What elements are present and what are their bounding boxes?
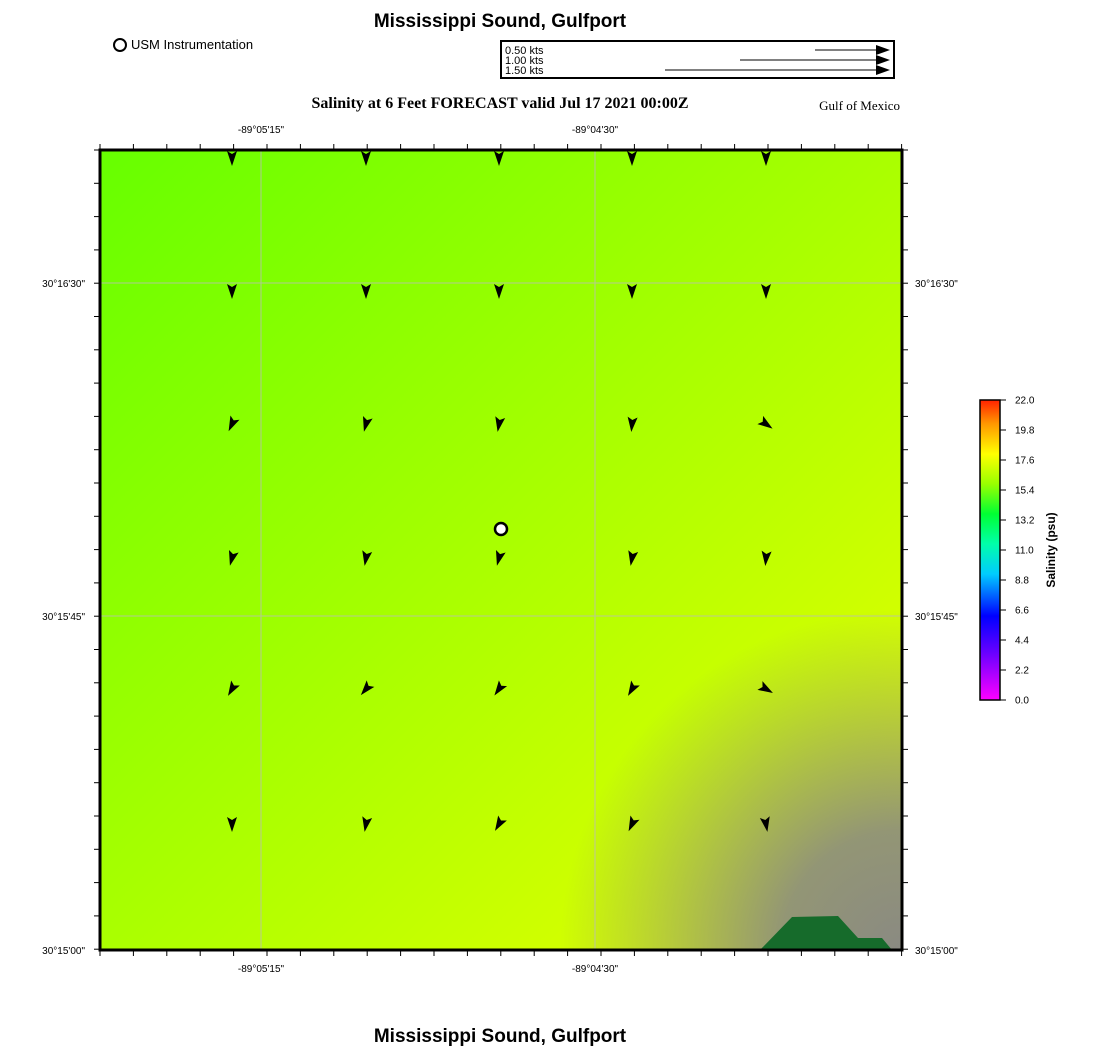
speed-legend-label: 1.00 kts xyxy=(505,55,544,67)
colorbar-tick-label: 13.2 xyxy=(1015,515,1035,527)
colorbar-tick-label: 15.4 xyxy=(1015,485,1035,497)
lon-top-label-2: -89°04'30" xyxy=(571,125,619,136)
map-title: Mississippi Sound, Gulfport xyxy=(373,11,627,32)
colorbar-tick-label: 11.0 xyxy=(1015,545,1034,557)
speed-legend-label: 1.50 kts xyxy=(505,65,544,77)
speed-legend-label: 0.50 kts xyxy=(505,45,544,57)
lat-left-label-3: 30°15'00" xyxy=(42,946,85,957)
usm-station-marker[interactable] xyxy=(495,523,507,535)
footer-title: Mississippi Sound, Gulfport xyxy=(373,1026,627,1047)
lat-right-label-2: 30°15'45" xyxy=(915,612,958,623)
colorbar-tick-label: 2.2 xyxy=(1015,665,1029,677)
colorbar-tick-label: 0.0 xyxy=(1015,695,1029,707)
region-label: Gulf of Mexico xyxy=(819,98,900,113)
forecast-subtitle: Salinity at 6 Feet FORECAST valid Jul 17 2021 00:00Z xyxy=(311,95,689,112)
lon-top-label-1: -89°05'15" xyxy=(237,125,285,136)
colorbar-tick-label: 8.8 xyxy=(1015,575,1029,587)
colorbar xyxy=(980,396,1058,707)
colorbar-tick-label: 17.6 xyxy=(1015,455,1035,467)
colorbar-label: Salinity (psu) xyxy=(1044,512,1058,588)
lat-right-label-1: 30°16'30" xyxy=(915,279,958,290)
lat-left-label-1: 30°16'30" xyxy=(42,279,85,290)
lat-left-label-2: 30°15'45" xyxy=(42,612,85,623)
colorbar-tick-label: 22.0 xyxy=(1015,395,1035,407)
colorbar-tick-label: 6.6 xyxy=(1015,605,1029,617)
lat-right-label-3: 30°15'00" xyxy=(915,946,958,957)
lon-bottom-label-1: -89°05'15" xyxy=(237,964,285,975)
lon-bottom-label-2: -89°04'30" xyxy=(571,964,619,975)
station-legend-label: USM Instrumentation xyxy=(131,37,254,52)
colorbar-tick-label: 4.4 xyxy=(1015,635,1029,647)
shallow-area xyxy=(100,150,902,950)
colorbar-tick-label: 19.8 xyxy=(1015,425,1035,437)
